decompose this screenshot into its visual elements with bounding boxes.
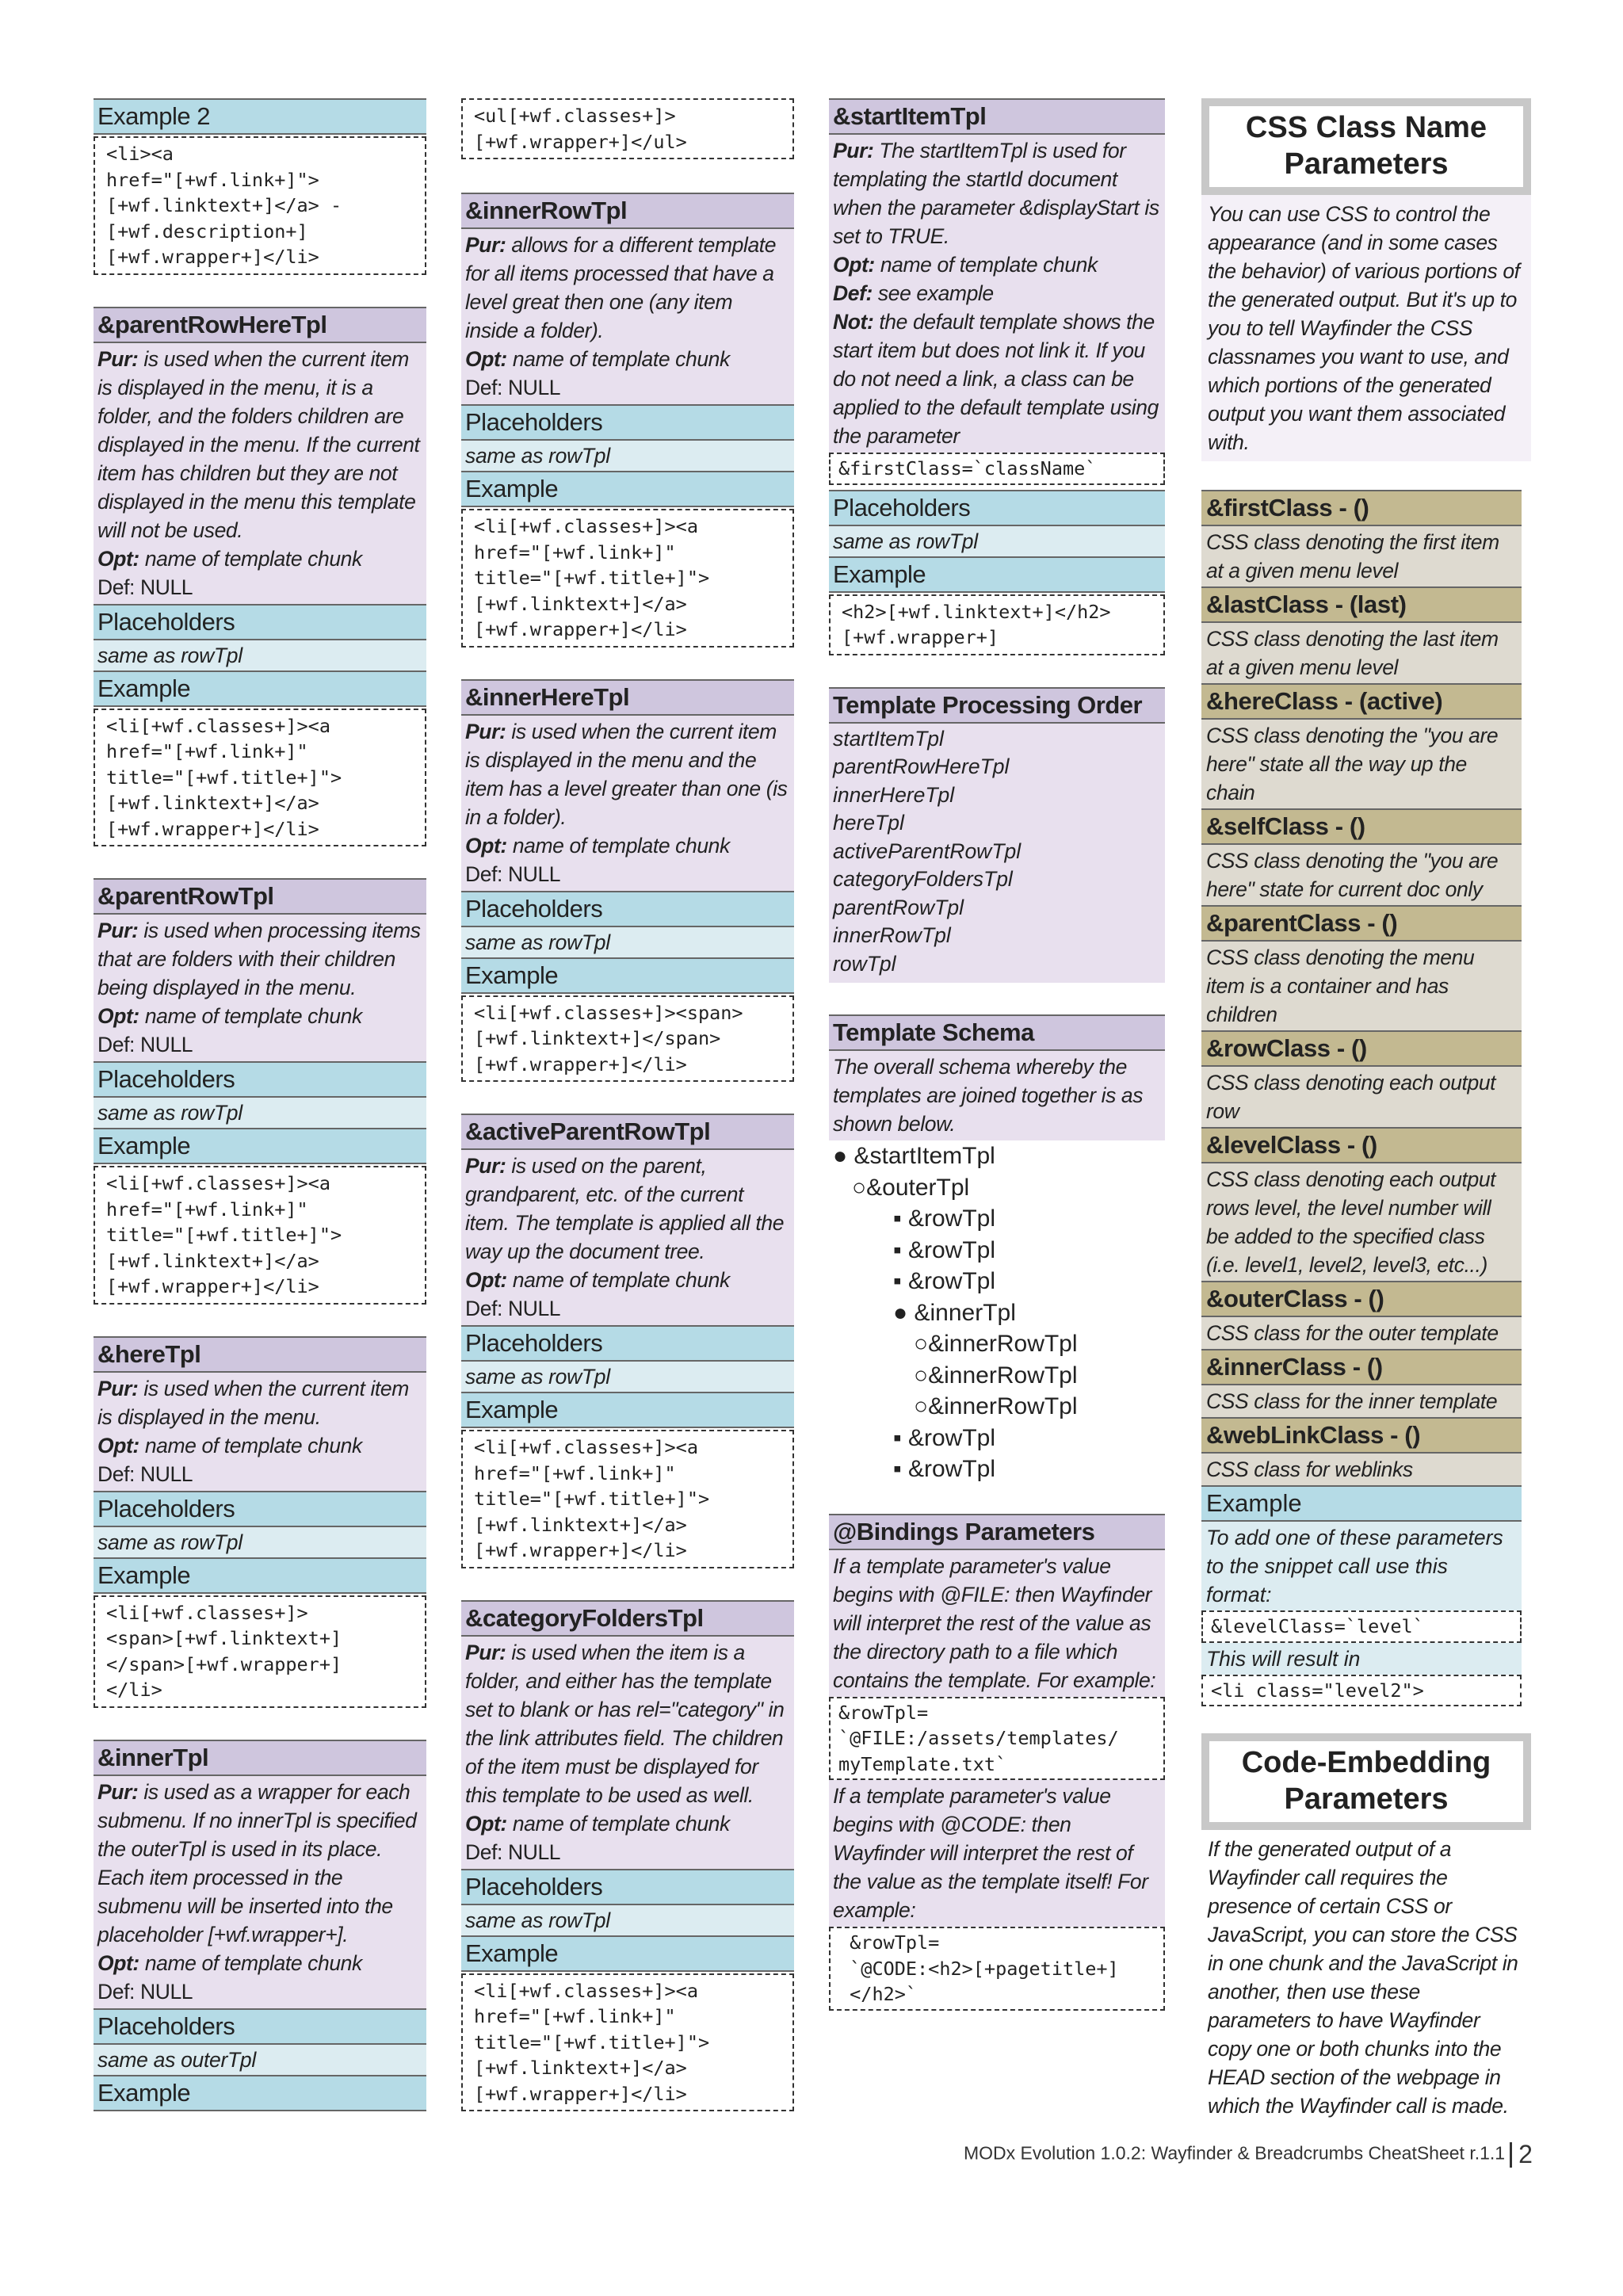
class-param-name: &webLinkClass - () [1201, 1417, 1522, 1454]
def-label: Def: [833, 281, 873, 305]
node-label: &rowTpl [907, 1268, 996, 1294]
page-number: 2 [1518, 2140, 1533, 2168]
list-item: parentRowTpl [833, 895, 964, 919]
placeholders-header: Placeholders [829, 490, 1165, 526]
class-param-desc: CSS class denoting the first item at a given menu level [1201, 526, 1522, 586]
opt-label: Opt: [97, 546, 139, 571]
class-param-desc: CSS class denoting the "you are here" state for current doc only [1201, 845, 1522, 905]
opt-text: name of template chunk [506, 1268, 730, 1292]
node-label: &startItemTpl [854, 1143, 995, 1169]
opt-label: Opt: [465, 347, 507, 371]
placeholders-text: same as rowTpl [461, 441, 794, 472]
outer-code-block [461, 98, 794, 159]
opt-label: Opt: [97, 1433, 139, 1457]
square-bullet-icon: ▪ [893, 1236, 908, 1263]
circle-bullet-icon: ○ [914, 1331, 929, 1357]
footer-text: MODx Evolution 1.0.2: Wayfinder & Breadcrumbs CheatSheet r.1.1 [964, 2142, 1506, 2164]
section-title: &innerHereTpl [461, 679, 794, 716]
class-param-desc: CSS class denoting the "you are here" state all the way up the chain [1201, 720, 1522, 808]
circle-bullet-icon: ○ [852, 1174, 867, 1201]
schema-tree [829, 1140, 1165, 1485]
pur-label: Pur: [465, 233, 506, 257]
section-description: The overall schema whereby the templates are joined together is as shown below. [829, 1051, 1165, 1140]
class-param-name: &firstClass - () [1201, 490, 1522, 526]
example-header: Example [94, 2076, 426, 2111]
node-label: &rowTpl [907, 1205, 996, 1232]
section-description [461, 229, 794, 404]
section-description [94, 1373, 426, 1491]
placeholders-header: Placeholders [94, 1491, 426, 1527]
node-label: &rowTpl [907, 1236, 996, 1263]
placeholders-header: Placeholders [94, 1061, 426, 1098]
pur-text: is used when the current item is displayed in the menu, it is a folder, and the folders children are displayed in the menu. If the current item has children but they are not displayed in the menu this template will not be used. [97, 346, 420, 542]
example-header: Example [94, 1129, 426, 1164]
opt-label: Opt: [97, 1950, 139, 1975]
example-code: <li[+wf.classes+]><span> [+wf.linktext+]</span> [+wf.wrapper+]</li> [461, 995, 794, 1083]
section-description [94, 915, 426, 1061]
tree-node [833, 1360, 1161, 1392]
list-item: hereTpl [833, 811, 904, 835]
placeholders-text: same as rowTpl [829, 526, 1165, 558]
bullet-icon: ● [833, 1143, 854, 1169]
pur-text: is used when processing items that are folders with their children being displayed in the menu. [97, 919, 421, 999]
placeholders-text: same as rowTpl [94, 640, 426, 672]
example-2-block [94, 98, 426, 275]
class-param-desc: CSS class for the outer template [1201, 1317, 1522, 1349]
opt-text: name of template chunk [139, 1004, 362, 1028]
class-param-name: &outerClass - () [1201, 1281, 1522, 1317]
circle-bullet-icon: ○ [914, 1393, 929, 1419]
opt-text: name of template chunk [506, 833, 730, 858]
def-text: see example [872, 281, 994, 305]
list-item: rowTpl [833, 951, 896, 976]
section-title: &innerTpl [94, 1740, 426, 1776]
example-2-header: Example 2 [94, 98, 426, 135]
example-header: Example [461, 959, 794, 994]
opt-text: name of template chunk [139, 1950, 362, 1975]
class-param-desc: CSS class for the inner template [1201, 1385, 1522, 1417]
not-label: Not: [833, 310, 874, 334]
processing-order-list [829, 724, 1165, 984]
pur-text: is used when the current item is displayed in the menu and the item has a level greater than one (is in a folder). [465, 719, 788, 829]
node-label: &innerRowTpl [928, 1362, 1078, 1389]
pur-text: is used on the parent, grandparent, etc. of the current item. The template is applied all the way up the document tree. [465, 1154, 785, 1263]
section-title: @Bindings Parameters [829, 1514, 1165, 1550]
class-param-name: &hereClass - (active) [1201, 683, 1522, 720]
processing-order-block [829, 687, 1165, 984]
section-title: &categoryFoldersTpl [461, 1600, 794, 1637]
section-title: &hereTpl [94, 1336, 426, 1373]
placeholders-text: same as rowTpl [94, 1527, 426, 1559]
inner-tpl-block [94, 1740, 426, 2111]
square-bullet-icon: ▪ [893, 1456, 908, 1482]
param-code: &firstClass=`className` [829, 453, 1165, 485]
section-title: &startItemTpl [829, 98, 1165, 135]
pur-label: Pur: [465, 1640, 506, 1664]
section-title: &parentRowHereTpl [94, 307, 426, 343]
example-header: Example [94, 672, 426, 707]
square-bullet-icon: ▪ [893, 1268, 908, 1294]
not-text: the default template shows the start item but does not link it. If you do not need a link, a class can be applied to the default template using the parameter [833, 310, 1159, 448]
css-class-params-intro: You can use CSS to control the appearance (and in some cases the behavior) of various portions of the generated output. But it's up to you to tell Wayfinder the CSS classnames you want to use, and which portions of the generated output you want them associated with. [1201, 195, 1531, 461]
inner-row-tpl-block [461, 193, 794, 648]
def-text: Def: NULL [97, 1033, 193, 1056]
section-description [461, 716, 794, 891]
def-text: Def: NULL [465, 1297, 561, 1320]
placeholders-text: same as rowTpl [461, 1362, 794, 1393]
placeholders-text: same as rowTpl [94, 1098, 426, 1129]
class-param-name: &parentClass - () [1201, 905, 1522, 942]
tree-node [833, 1391, 1161, 1423]
pur-label: Pur: [465, 719, 506, 743]
page-footer [964, 2140, 1533, 2169]
parent-row-tpl-block [94, 878, 426, 1305]
code-embedding-params-title: Code-Embedding Parameters [1201, 1733, 1531, 1830]
opt-text: name of template chunk [506, 347, 730, 371]
pur-text: is used when the current item is displayed in the menu. [97, 1376, 409, 1429]
pur-text: is used as a wrapper for each submenu. If no innerTpl is specified the outerTpl is used in its place. Each item processed in the submenu will be inserted into the placeholder [+wf.wrapper+]. [97, 1779, 417, 1946]
list-item: activeParentRowTpl [833, 839, 1022, 863]
section-title: &activeParentRowTpl [461, 1114, 794, 1150]
column-4 [1201, 98, 1531, 2125]
example-2-code: <li><a href="[+wf.link+]"> [+wf.linktext+]</a> - [+wf.description+] [+wf.wrapper+]</li> [94, 136, 426, 275]
def-text: Def: NULL [97, 1461, 193, 1486]
example-code: <h2>[+wf.linktext+]</h2> [+wf.wrapper+] [829, 594, 1165, 655]
css-class-params-title: CSS Class Name Parameters [1201, 98, 1531, 195]
outer-tpl-code: <ul[+wf.classes+]> [+wf.wrapper+]</ul> [461, 98, 794, 159]
bindings-code-description: If a template parameter's value begins with @CODE: then Wayfinder will interpret the rest of the value as the template itself! For example: [829, 1780, 1165, 1927]
list-item: innerRowTpl [833, 923, 951, 947]
section-title: Template Schema [829, 1014, 1165, 1051]
pur-label: Pur: [465, 1154, 506, 1178]
class-param-name: &selfClass - () [1201, 808, 1522, 845]
footer-divider [1510, 2142, 1512, 2168]
placeholders-text: same as rowTpl [461, 927, 794, 959]
opt-label: Opt: [465, 1811, 507, 1836]
example-result-code: <li class="level2"> [1201, 1675, 1522, 1707]
bullet-icon: ● [893, 1299, 915, 1326]
placeholders-header: Placeholders [461, 1325, 794, 1362]
class-param-desc: CSS class for weblinks [1201, 1454, 1522, 1485]
example-code: &levelClass=`level` [1201, 1610, 1522, 1643]
example-result-text: This will result in [1201, 1643, 1522, 1675]
list-item: startItemTpl [833, 726, 944, 751]
start-item-tpl-block [829, 98, 1165, 655]
def-text: Def: NULL [465, 376, 561, 399]
square-bullet-icon: ▪ [893, 1205, 908, 1232]
square-bullet-icon: ▪ [893, 1424, 908, 1451]
template-schema-block [829, 1014, 1165, 1485]
pur-text: The startItemTpl is used for templating the startId document when the parameter &displayStart is set to TRUE. [833, 139, 1159, 248]
placeholders-header: Placeholders [94, 604, 426, 640]
example-header: Example [829, 558, 1165, 593]
node-label: &innerRowTpl [928, 1393, 1078, 1419]
placeholders-header: Placeholders [461, 1869, 794, 1905]
column-1 [94, 98, 426, 2140]
def-text: Def: NULL [97, 1979, 193, 2004]
active-parent-row-tpl-block [461, 1114, 794, 1568]
pur-label: Pur: [97, 919, 139, 942]
opt-text: name of template chunk [506, 1811, 730, 1836]
node-label: &rowTpl [907, 1456, 996, 1482]
section-description [461, 1637, 794, 1869]
inner-here-tpl-block [461, 679, 794, 1083]
opt-text: name of template chunk [139, 1433, 362, 1457]
example-code: <li[+wf.classes+]><a href="[+wf.link+]" title="[+wf.title+]"> [+wf.linktext+]</a> [+wf.wrapper+]</li> [94, 1166, 426, 1305]
list-item: innerHereTpl [833, 782, 955, 807]
circle-bullet-icon: ○ [914, 1362, 929, 1389]
column-3 [829, 98, 1165, 2039]
tree-node [833, 1423, 1161, 1454]
parent-row-here-tpl-block [94, 307, 426, 847]
bindings-file-code: &rowTpl= `@FILE:/assets/templates/ myTemplate.txt` [829, 1697, 1165, 1781]
pur-text: allows for a different template for all items processed that have a level great then one (any item inside a folder). [465, 233, 777, 342]
example-header: Example [461, 1937, 794, 1972]
class-param-name: &lastClass - (last) [1201, 586, 1522, 623]
node-label: &innerRowTpl [928, 1331, 1078, 1357]
tree-node [833, 1172, 1161, 1204]
list-item: categoryFoldersTpl [833, 867, 1013, 891]
column-2 [461, 98, 794, 2140]
section-description [94, 1776, 426, 2008]
placeholders-text: same as outerTpl [94, 2045, 426, 2076]
section-description [461, 1150, 794, 1325]
class-param-name: &levelClass - () [1201, 1127, 1522, 1163]
section-title: &innerRowTpl [461, 193, 794, 229]
tree-node [833, 1203, 1161, 1235]
example-header: Example [461, 472, 794, 507]
css-class-list [1201, 490, 1522, 1706]
opt-text: name of template chunk [139, 546, 362, 571]
opt-label: Opt: [465, 833, 507, 858]
placeholders-header: Placeholders [94, 2008, 426, 2045]
example-header: Example [94, 1559, 426, 1594]
tree-node [833, 1140, 1161, 1172]
class-param-name: &rowClass - () [1201, 1030, 1522, 1067]
example-description: To add one of these parameters to the snippet call use this format: [1201, 1522, 1522, 1610]
node-label: &innerTpl [914, 1299, 1016, 1326]
tree-node [833, 1297, 1161, 1329]
category-folders-tpl-block [461, 1600, 794, 2112]
section-description [829, 135, 1165, 453]
pur-text: is used when the item is a folder, and either has the template set to blank or has rel="category" in the link attributes field. The children of the item must be displayed for this template to be used as well. [465, 1640, 785, 1807]
list-item: parentRowHereTpl [833, 755, 1010, 778]
pur-label: Pur: [97, 1779, 139, 1804]
node-label: &rowTpl [907, 1424, 996, 1451]
def-text: Def: NULL [97, 575, 193, 599]
class-param-desc: CSS class denoting the last item at a given menu level [1201, 623, 1522, 683]
opt-label: Opt: [833, 253, 875, 277]
example-code: <li[+wf.classes+]><a href="[+wf.link+]" title="[+wf.title+]"> [+wf.linktext+]</a> [+wf.wrapper+]</li> [461, 509, 794, 648]
placeholders-header: Placeholders [461, 891, 794, 927]
tree-node [833, 1454, 1161, 1485]
tree-node [833, 1235, 1161, 1266]
example-code: <li[+wf.classes+]><a href="[+wf.link+]" title="[+wf.title+]"> [+wf.linktext+]</a> [+wf.wrapper+]</li> [461, 1430, 794, 1568]
section-description [94, 343, 426, 604]
example-code: <li[+wf.classes+]> <span>[+wf.linktext+] </span>[+wf.wrapper+] </li> [94, 1595, 426, 1708]
placeholders-text: same as rowTpl [461, 1905, 794, 1937]
section-title: &parentRowTpl [94, 878, 426, 915]
class-param-name: &innerClass - () [1201, 1349, 1522, 1385]
class-param-desc: CSS class denoting each output row [1201, 1067, 1522, 1127]
example-header: Example [1201, 1485, 1522, 1522]
here-tpl-block [94, 1336, 426, 1708]
tree-node [833, 1266, 1161, 1297]
example-code: <li[+wf.classes+]><a href="[+wf.link+]" title="[+wf.title+]"> [+wf.linktext+]</a> [+wf.wrapper+]</li> [461, 1973, 794, 2112]
tree-node [833, 1328, 1161, 1360]
pur-label: Pur: [97, 1376, 139, 1400]
def-text: Def: NULL [465, 861, 561, 886]
code-embedding-params-intro: If the generated output of a Wayfinder call requires the presence of certain CSS or JavaScript, you can store the CSS in one chunk and the JavaScript in another, then use these parameters to have Wayfinder copy one or both chunks into the HEAD section of the webpage in which the Wayfinder call is made. [1201, 1830, 1531, 2125]
bindings-block [829, 1514, 1165, 2011]
example-header: Example [461, 1393, 794, 1428]
bindings-code-code: &rowTpl= `@CODE:<h2>[+pagetitle+] </h2>` [829, 1927, 1165, 2011]
class-param-desc: CSS class denoting the menu item is a container and has children [1201, 942, 1522, 1030]
placeholders-header: Placeholders [461, 404, 794, 441]
bindings-file-description: If a template parameter's value begins with @FILE: then Wayfinder will interpret the rest of the value as the directory path to a file which contains the template. For example: [829, 1550, 1165, 1697]
opt-text: name of template chunk [874, 253, 1098, 277]
class-param-desc: CSS class denoting each output rows level, the level number will be added to the specified class (i.e. level1, level2, level3, etc...) [1201, 1163, 1522, 1281]
opt-label: Opt: [97, 1004, 139, 1028]
opt-label: Opt: [465, 1268, 507, 1292]
def-text: Def: NULL [465, 1839, 561, 1864]
node-label: &outerTpl [866, 1174, 970, 1201]
pur-label: Pur: [97, 346, 139, 371]
example-code: <li[+wf.classes+]><a href="[+wf.link+]" title="[+wf.title+]"> [+wf.linktext+]</a> [+wf.wrapper+]</li> [94, 709, 426, 847]
section-title: Template Processing Order [829, 687, 1165, 724]
pur-label: Pur: [833, 139, 874, 162]
